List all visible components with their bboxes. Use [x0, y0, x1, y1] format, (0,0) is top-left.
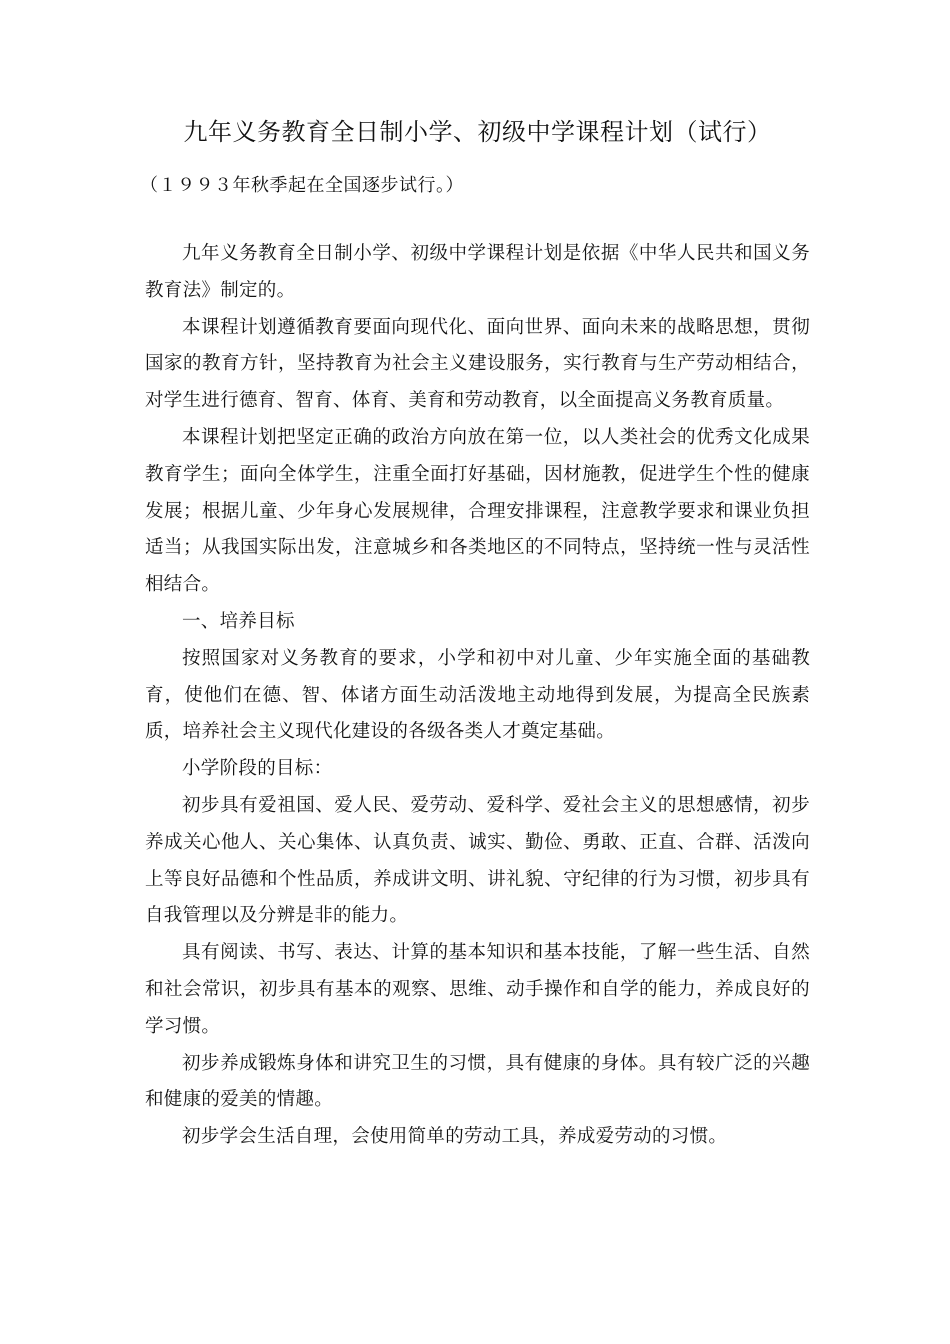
document-body	[145, 236, 810, 1156]
paragraph-guiding-principle: 本课程计划遵循教育要面向现代化、面向世界、面向未来的战略思想，贯彻国家的教育方针，坚持教育为社会主义建设服务，实行教育与生产劳动相结合，对学生进行德育、智育、体育、美育和劳动教育，以全面提高义务教育质量。	[145, 316, 810, 412]
section-heading-training-goals: 一、培养目标	[182, 610, 295, 632]
paragraph-labor-goals: 初步学会生活自理，会使用简单的劳动工具，养成爱劳动的习惯。	[182, 1126, 728, 1148]
paragraph-physical-goals: 初步养成锻炼身体和讲究卫生的习惯，具有健康的身体。具有较广泛的兴趣和健康的爱美的情趣。	[145, 1052, 810, 1111]
paragraph-general-goal: 按照国家对义务教育的要求，小学和初中对儿童、少年实施全面的基础教育，使他们在德、智、体诸方面生动活泼地主动地得到发展，为提高全民族素质，培养社会主义现代化建设的各级各类人才奠定基础。	[145, 647, 810, 743]
paragraph-knowledge-goals: 具有阅读、书写、表达、计算的基本知识和基本技能，了解一些生活、自然和社会常识，初步具有基本的观察、思维、动手操作和自学的能力，养成良好的学习惯。	[145, 942, 810, 1037]
document-subtitle: （１９９３年秋季起在全国逐步试行。）	[140, 175, 464, 196]
paragraph-moral-goals: 初步具有爱祖国、爱人民、爱劳动、爱科学、爱社会主义的思想感情，初步养成关心他人、关心集体、认真负责、诚实、勤俭、勇敢、正直、合群、活泼向上等良好品德和个性品质，养成讲文明、讲礼貌、守纪律的行为习惯，初步具有自我管理以及分辨是非的能力。	[145, 794, 810, 927]
paragraph-priorities: 本课程计划把坚定正确的政治方向放在第一位，以人类社会的优秀文化成果教育学生；面向全体学生，注重全面打好基础，因材施教，促进学生个性的健康发展；根据儿童、少年身心发展规律，合理安排课程，注意教学要求和课业负担适当；从我国实际出发，注意城乡和各类地区的不同特点，坚持统一性与灵活性相结合。	[145, 426, 810, 596]
paragraph-legal-basis: 九年义务教育全日制小学、初级中学课程计划是依据《中华人民共和国义务教育法》制定的。	[145, 243, 810, 301]
document-title: 九年义务教育全日制小学、初级中学课程计划（试行）	[183, 118, 772, 146]
subheading-primary-goals: 小学阶段的目标：	[182, 758, 333, 780]
